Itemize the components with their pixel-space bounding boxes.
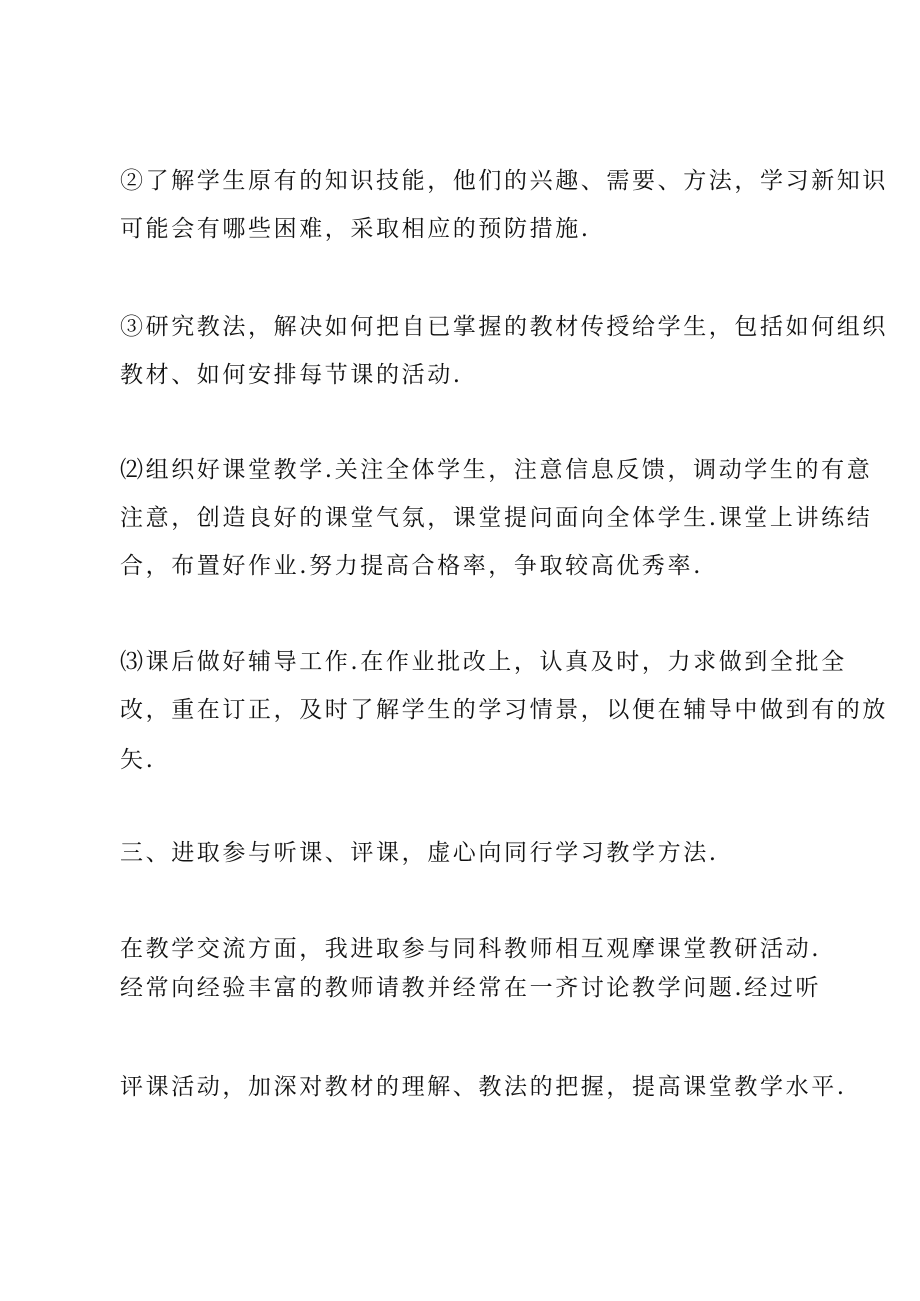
paragraph-4-line-1: ⑶课后做好辅导工作.在作业批改上，认真及时，力求做到全批全: [120, 649, 847, 675]
paragraph-1-line-2: 可能会有哪些困难，采取相应的预防措施.: [120, 216, 591, 242]
paragraph-4-line-2: 改，重在订正，及时了解学生的学习情景，以便在辅导中做到有的放: [120, 697, 888, 723]
paragraph-1-line-1: ②了解学生原有的知识技能，他们的兴趣、需要、方法，学习新知识: [120, 168, 888, 194]
paragraph-3-line-3: 合，布置好作业.努力提高合格率，争取较高优秀率.: [120, 553, 704, 579]
paragraph-5-line-2: 经常向经验丰富的教师请教并经常在一齐讨论教学问题.经过听: [120, 975, 822, 1001]
paragraph-2-line-1: ③研究教法，解决如何把自已掌握的教材传授给学生，包括如何组织: [120, 314, 888, 340]
paragraph-3-line-1: ⑵组织好课堂教学.关注全体学生，注意信息反馈，调动学生的有意: [120, 457, 873, 483]
paragraph-4-line-3: 矢.: [120, 747, 156, 773]
paragraph-5-line-1: 在教学交流方面，我进取参与同科教师相互观摩课堂教研活动.: [120, 936, 822, 962]
paragraph-3-line-2: 注意，创造良好的课堂气氛，课堂提问面向全体学生.课堂上讲练结: [120, 505, 873, 531]
paragraph-2-line-2: 教材、如何安排每节课的活动.: [120, 362, 463, 388]
paragraph-5-line-3: 评课活动，加深对教材的理解、教法的把握，提高课堂教学水平.: [120, 1074, 847, 1100]
section-heading-3: 三、进取参与听课、评课，虚心向同行学习教学方法.: [120, 840, 719, 866]
